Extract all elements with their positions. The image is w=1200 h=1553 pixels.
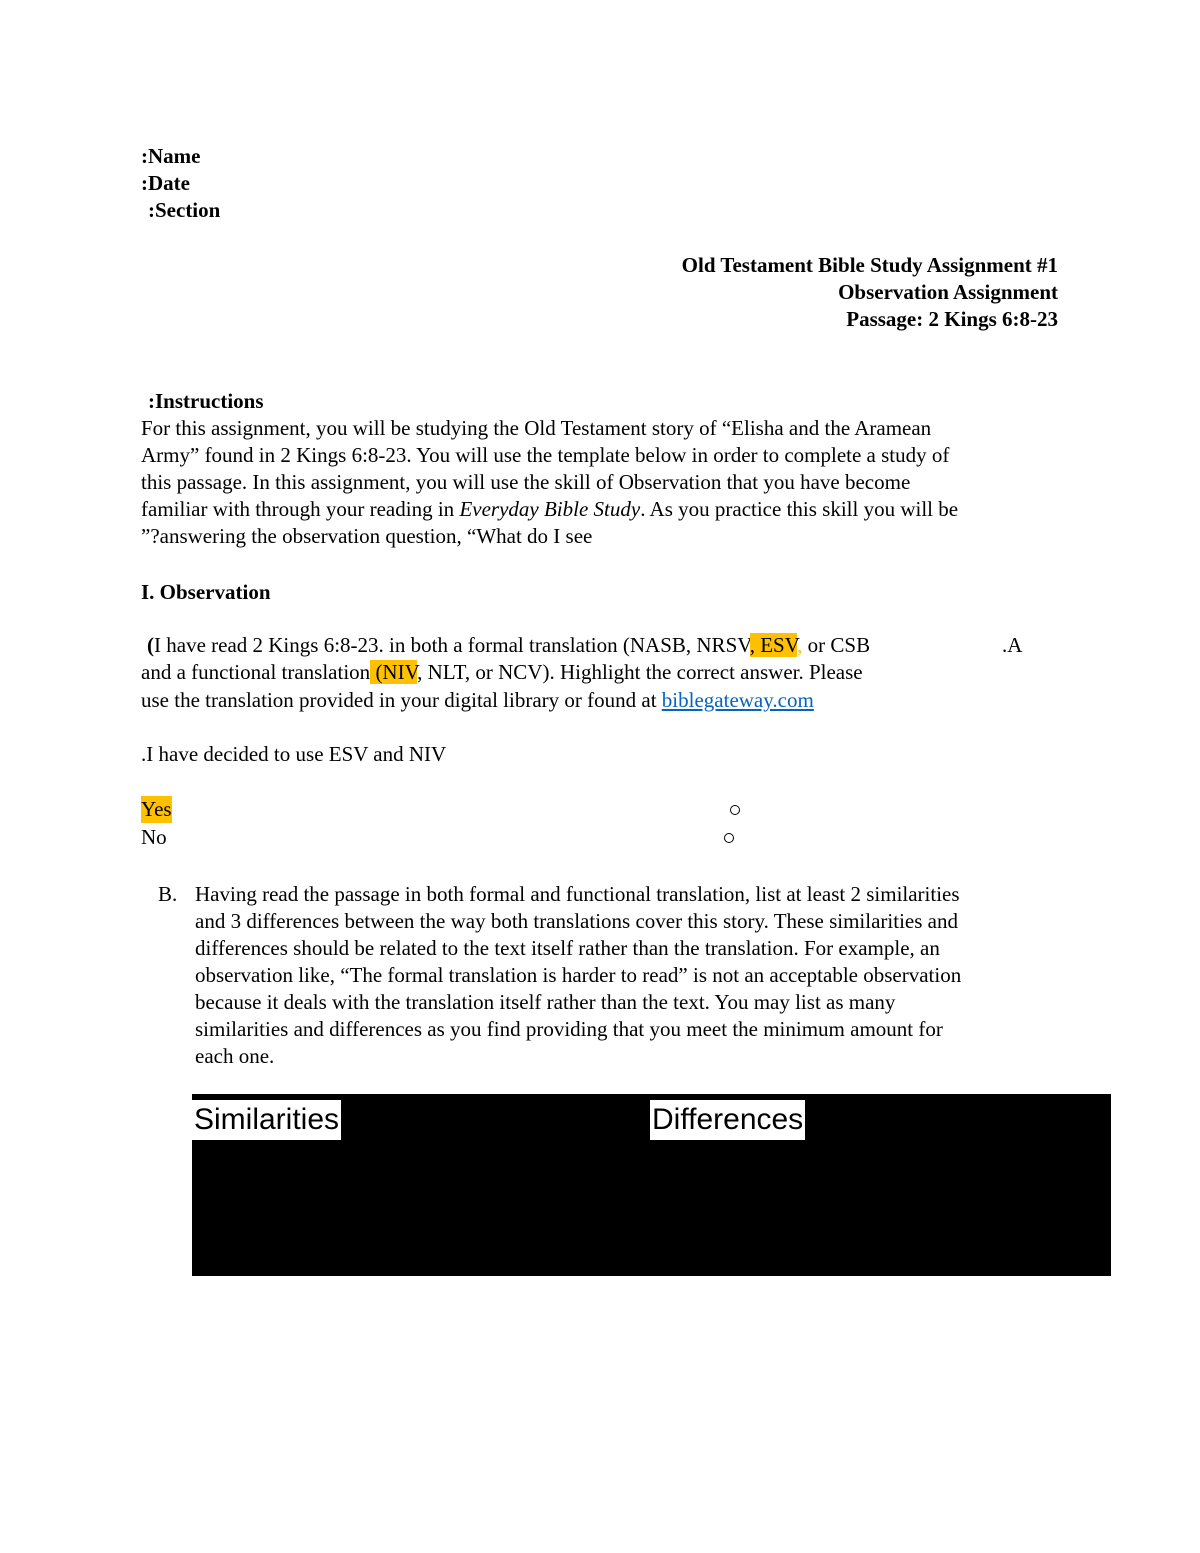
- option-yes-label: Yes: [141, 797, 172, 821]
- question-b-line: and 3 differences between the way both translations cover this story. These similarities and: [195, 909, 958, 933]
- instructions-line: For this assignment, you will be studying the Old Testament story of “Elisha and the Aramean: [141, 416, 932, 440]
- question-b-line: differences should be related to the text itself rather than the translation. For example, an: [195, 936, 940, 960]
- question-b-line: similarities and differences as you find providing that you meet the minimum amount for: [195, 1017, 943, 1041]
- differences-header: Differences: [650, 1100, 805, 1140]
- question-a-text: and a functional translation: [141, 660, 371, 684]
- observation-heading: I. Observation: [141, 580, 271, 604]
- question-b-line: each one.: [195, 1044, 275, 1068]
- book-title: Everyday Bible Study: [459, 497, 641, 521]
- option-no-label: No: [141, 825, 167, 849]
- comma-mark: ,: [797, 633, 803, 657]
- question-b-paragraph: [195, 881, 961, 1070]
- question-a-line2: [141, 659, 863, 686]
- question-b-label: B.: [158, 882, 178, 906]
- question-a-line1: [147, 632, 870, 659]
- question-b-line: Having read the passage in both formal and functional translation, list at least 2 similarities: [195, 882, 960, 906]
- decided-statement: .I have decided to use ESV and NIV: [141, 742, 447, 766]
- question-a-text: I have read 2 Kings 6:8-23. in both a formal translation (NASB, NRSV: [154, 633, 750, 657]
- highlight-esv: , ESV: [749, 633, 798, 657]
- instructions-text: . As you practice this skill you will be: [640, 497, 959, 521]
- section-field-label: :Section: [148, 198, 221, 222]
- question-a-text: , NLT, or NCV). Highlight the correct answer. Please: [417, 660, 863, 684]
- assignment-title: Old Testament Bible Study Assignment #1: [681, 253, 1058, 277]
- instructions-line: Army” found in 2 Kings 6:8-23. You will use the template below in order to complete a study of: [141, 443, 950, 467]
- instructions-heading: :Instructions: [148, 389, 264, 413]
- passage-reference: Passage: 2 Kings 6:8-23: [846, 307, 1058, 331]
- instructions-text: familiar with through your reading in: [141, 497, 460, 521]
- question-a-text: or CSB: [802, 633, 871, 657]
- question-b-line: observation like, “The formal translation is harder to read” is not an acceptable observation: [195, 963, 962, 987]
- instructions-paragraph: [141, 415, 958, 550]
- assignment-subtitle: Observation Assignment: [838, 280, 1058, 304]
- highlight-niv: (NIV: [370, 660, 418, 684]
- question-a-line3: [141, 687, 814, 714]
- question-a-label: .A: [1002, 633, 1023, 657]
- similarities-differences-table[interactable]: [192, 1094, 1111, 1276]
- instructions-line: this passage. In this assignment, you will use the skill of Observation that you have become: [141, 470, 911, 494]
- date-field-label: :Date: [141, 171, 190, 195]
- instructions-line: [141, 496, 958, 523]
- open-paren: (: [147, 633, 154, 657]
- option-no-radio[interactable]: [724, 833, 734, 843]
- option-yes-radio[interactable]: [730, 805, 740, 815]
- biblegateway-link[interactable]: biblegateway.com: [661, 688, 814, 712]
- question-b-line: because it deals with the translation itself rather than the text. You may list as many: [195, 990, 896, 1014]
- instructions-line: ”?answering the observation question, “What do I see: [141, 524, 593, 548]
- name-field-label: :Name: [141, 144, 201, 168]
- similarities-header: Similarities: [192, 1100, 341, 1140]
- question-a-text: use the translation provided in your digital library or found at: [141, 688, 662, 712]
